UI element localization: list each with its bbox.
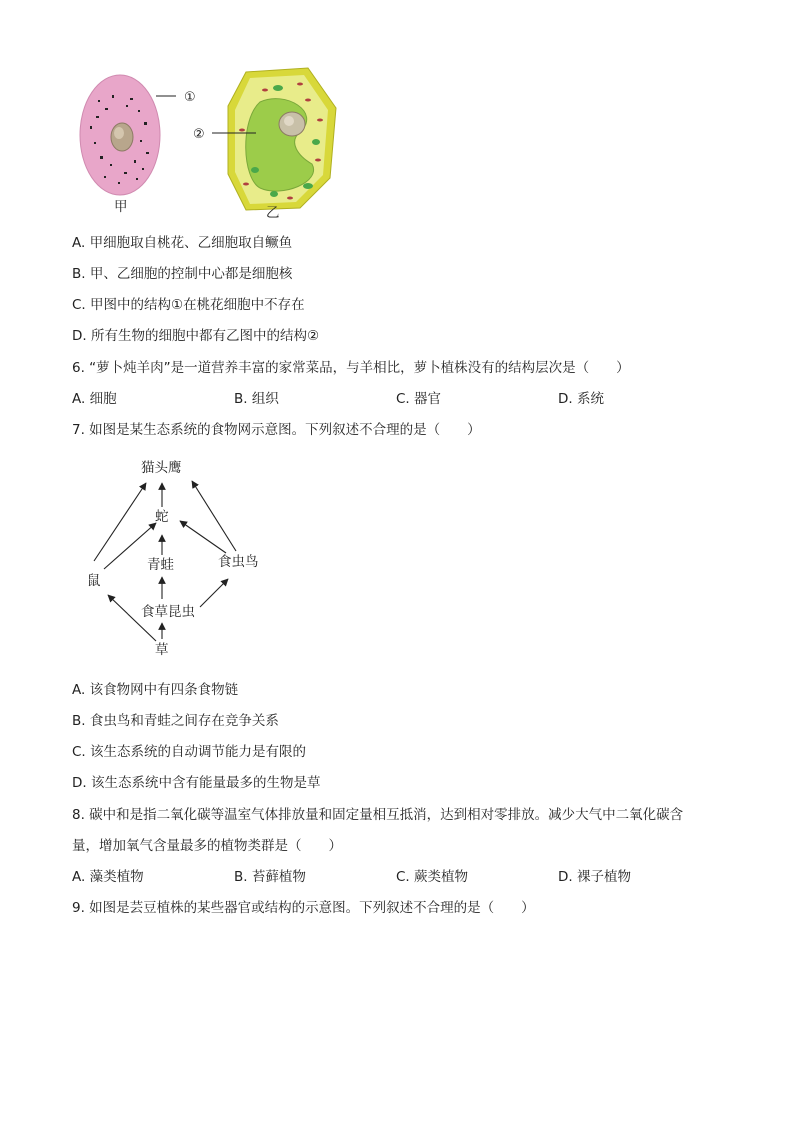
- food-web-frog: 青蛙: [147, 557, 174, 573]
- q7-stem: 7. 如图是某生态系统的食物网示意图。下列叙述不合理的是（ ）: [72, 422, 481, 438]
- q6-option-c: C. 器官: [396, 391, 442, 407]
- marker-2: ②: [193, 127, 205, 142]
- q7-option-a: A. 该食物网中有四条食物链: [72, 682, 239, 698]
- food-web-snake: 蛇: [155, 509, 169, 525]
- food-web-mouse: 鼠: [87, 573, 101, 589]
- q5-option-d: D. 所有生物的细胞中都有乙图中的结构②: [72, 328, 320, 344]
- q5-option-b: B. 甲、乙细胞的控制中心都是细胞核: [72, 266, 293, 282]
- q8-stem-line1: 8. 碳中和是指二氧化碳等温室气体排放量和固定量相互抵消，达到相对零排放。减少大气中二氧化碳含: [72, 807, 684, 823]
- q5-option-c: C. 甲图中的结构①在桃花细胞中不存在: [72, 297, 305, 313]
- animal-cell: [80, 75, 160, 195]
- q9-stem: 9. 如图是芸豆植株的某些器官或结构的示意图。下列叙述不合理的是（ ）: [72, 900, 535, 916]
- q6-option-b: B. 组织: [234, 391, 279, 407]
- q6-stem: 6. “萝卜炖羊肉”是一道营养丰富的家常菜品，与羊相比，萝卜植株没有的结构层次是（ ）: [72, 360, 630, 376]
- cell-figure: [60, 60, 360, 225]
- label-yi: 乙: [266, 205, 280, 221]
- q7-option-d: D. 该生态系统中含有能量最多的生物是草: [72, 775, 321, 791]
- plant-cell: [228, 68, 336, 210]
- q5-option-a: A. 甲细胞取自桃花、乙细胞取自鳜鱼: [72, 235, 293, 251]
- q8-option-b: B. 苔藓植物: [234, 869, 306, 885]
- q8-option-c: C. 蕨类植物: [396, 869, 469, 885]
- food-web-insect: 食草昆虫: [141, 604, 195, 620]
- q7-option-c: C. 该生态系统的自动调节能力是有限的: [72, 744, 307, 760]
- label-jia: 甲: [114, 199, 128, 215]
- food-web-bird: 食虫鸟: [218, 554, 259, 570]
- food-web-grass: 草: [155, 642, 169, 658]
- food-web-owl: 猫头鹰: [141, 460, 182, 476]
- q7-option-b: B. 食虫鸟和青蛙之间存在竞争关系: [72, 713, 279, 729]
- q8-stem-line2: 量，增加氧气含量最多的植物类群是（ ）: [72, 838, 342, 854]
- q6-option-a: A. 细胞: [72, 391, 117, 407]
- marker-1: ①: [184, 90, 196, 105]
- q8-option-a: A. 藻类植物: [72, 869, 144, 885]
- q8-option-d: D. 裸子植物: [558, 869, 631, 885]
- q6-option-d: D. 系统: [558, 391, 604, 407]
